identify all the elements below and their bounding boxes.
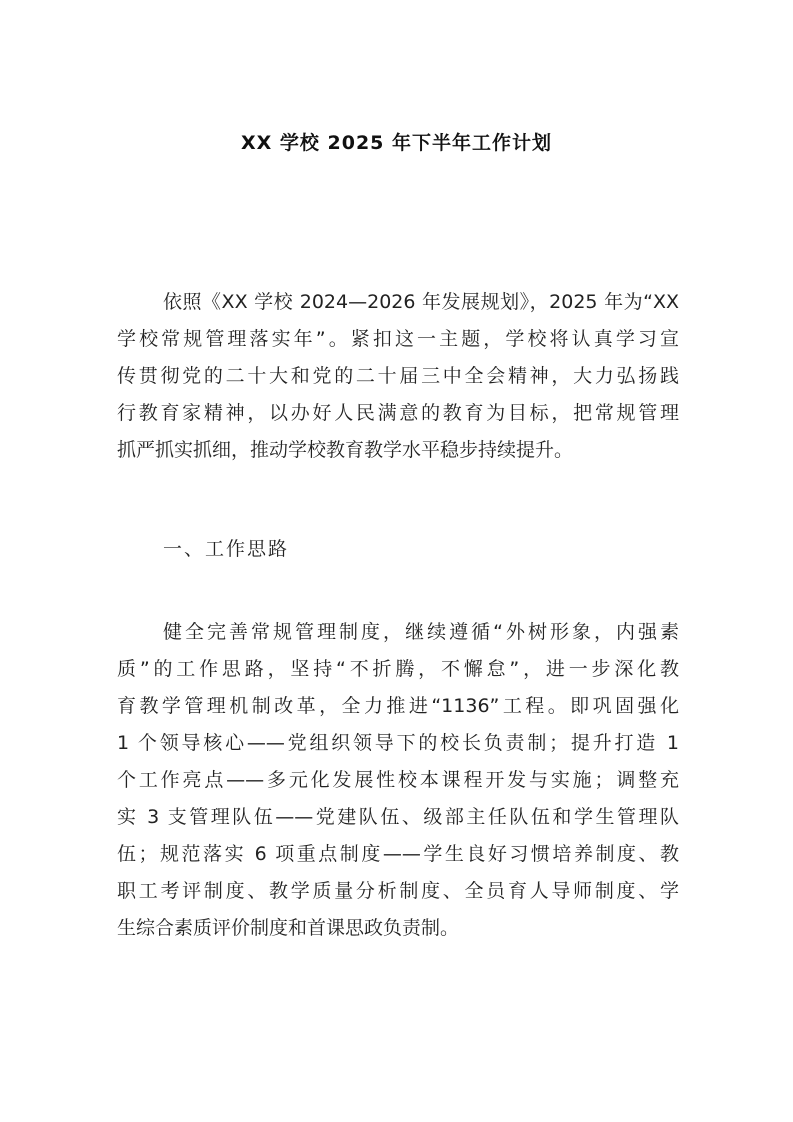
paragraph-line: 实 3 支管理队伍——党建队伍、级部主任队伍和学生管理队 bbox=[117, 806, 679, 828]
paragraph-line: 传贯彻党的二十大和党的二十届三中全会精神，大力弘扬践 bbox=[117, 365, 679, 387]
paragraph-line: 质”的工作思路，坚持“不折腾，不懈怠”，进一步深化教 bbox=[117, 658, 679, 680]
paragraph-line: 依照《XX 学校 2024—2026 年发展规划》，2025 年为“XX bbox=[163, 291, 679, 313]
section-heading: 一、工作思路 bbox=[163, 538, 290, 560]
paragraph-line: 个工作亮点——多元化发展性校本课程开发与实施；调整充 bbox=[117, 769, 679, 791]
paragraph-line: 伍；规范落实 6 项重点制度——学生良好习惯培养制度、教 bbox=[117, 843, 679, 865]
document-title: XX 学校 2025 年下半年工作计划 bbox=[240, 132, 553, 154]
paragraph-line: 健全完善常规管理制度，继续遵循“外树形象，内强素 bbox=[163, 621, 679, 643]
paragraph-line: 职工考评制度、教学质量分析制度、全员育人导师制度、学 bbox=[117, 880, 679, 902]
paragraph-line: 抓严抓实抓细，推动学校教育教学水平稳步持续提升。 bbox=[117, 439, 574, 461]
paragraph-line: 育教学管理机制改革，全力推进“1136”工程。即巩固强化 bbox=[117, 695, 679, 717]
paragraph-line: 行教育家精神，以办好人民满意的教育为目标，把常规管理 bbox=[117, 402, 679, 424]
paragraph-line: 1 个领导核心——党组织领导下的校长负责制；提升打造 1 bbox=[117, 732, 679, 754]
paragraph-line: 学校常规管理落实年”。紧扣这一主题，学校将认真学习宣 bbox=[117, 328, 679, 350]
paragraph-line: 生综合素质评价制度和首课思政负责制。 bbox=[117, 917, 460, 939]
